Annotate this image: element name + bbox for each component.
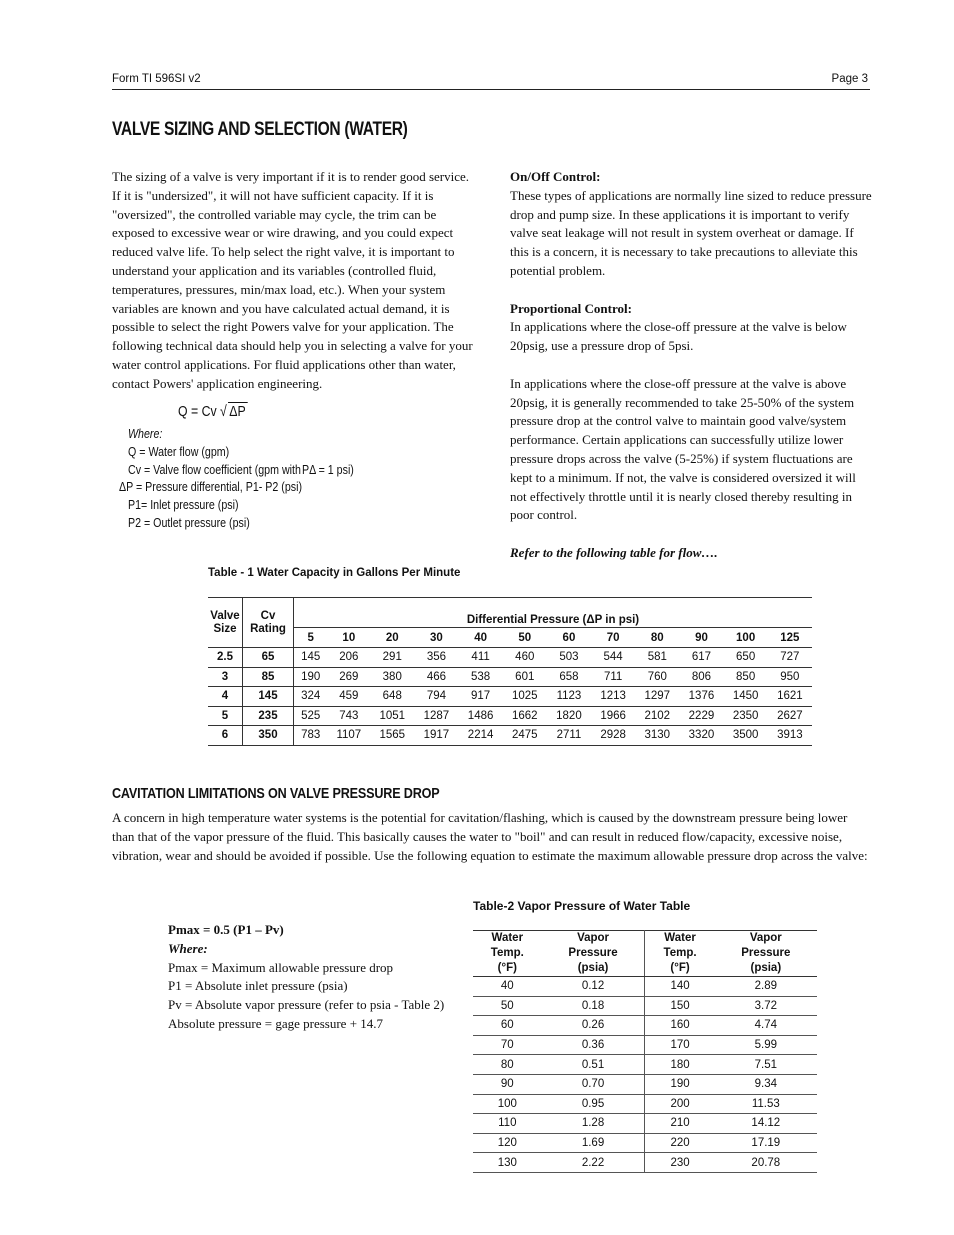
table1-row bbox=[208, 706, 812, 726]
onoff-text: These types of applications are normally line sized to reduce pressure drop and pump size. In these applications it is important to verify valve seat leakage will not result in system overheat or damage. If this is a concern, it is necessary to take precautions to alleviate this potential problem. bbox=[510, 187, 872, 278]
water-temp-cell: 120 bbox=[473, 1133, 542, 1153]
table2-row bbox=[473, 1094, 817, 1114]
cv-rating-cell: 350 bbox=[243, 726, 294, 746]
flow-cell: 3130 bbox=[635, 726, 679, 746]
vapor-pressure-cell: 0.12 bbox=[542, 977, 645, 997]
pmax-def: Pmax = Maximum allowable pressure drop bbox=[168, 959, 394, 975]
p1-def: P1 = Absolute inlet pressure (psia) bbox=[168, 978, 348, 994]
sqrt-symbol: √ bbox=[220, 403, 227, 420]
vapor-pressure-table bbox=[473, 930, 817, 1173]
absolute-pressure-def: Absolute pressure = gage pressure + 14.7 bbox=[168, 1015, 384, 1031]
flow-cell: 2350 bbox=[724, 706, 768, 726]
flow-cell: 356 bbox=[414, 648, 458, 668]
table2-header-row bbox=[473, 931, 817, 977]
water-temp-cell: 180 bbox=[645, 1055, 715, 1075]
flow-cell: 145 bbox=[294, 648, 328, 668]
flow-cell: 503 bbox=[547, 648, 591, 668]
flow-cell: 3500 bbox=[724, 726, 768, 746]
valve-size-header bbox=[208, 598, 243, 648]
vapor-pressure-cell: 1.69 bbox=[542, 1133, 645, 1153]
formula-cv-def: Cv = Valve flow coefficient (gpm with bbox=[128, 462, 301, 477]
table2-header-cell bbox=[542, 931, 645, 977]
cv-rating-cell: 65 bbox=[243, 648, 294, 668]
pmax-where: Where: bbox=[168, 940, 208, 956]
table2-header-line: (psia) bbox=[750, 962, 782, 974]
cv-rating-header-line1: Cv bbox=[260, 609, 276, 622]
flow-cell: 525 bbox=[294, 706, 328, 726]
valve-size-cell: 4 bbox=[208, 687, 243, 707]
pressure-header-cell: 30 bbox=[414, 628, 458, 648]
pressure-header-cell: 125 bbox=[768, 628, 812, 648]
valve-size-cell: 5 bbox=[208, 706, 243, 726]
pressure-header-cell: 50 bbox=[503, 628, 547, 648]
pressure-header-cell: 90 bbox=[679, 628, 723, 648]
flow-cell: 269 bbox=[327, 667, 370, 687]
pressure-header-cell: 10 bbox=[327, 628, 370, 648]
flow-cell: 1123 bbox=[547, 687, 591, 707]
table2-row bbox=[473, 996, 817, 1016]
vapor-pressure-cell: 9.34 bbox=[715, 1074, 817, 1094]
flow-cell: 917 bbox=[459, 687, 503, 707]
flow-cell: 1486 bbox=[459, 706, 503, 726]
table2-header-cell bbox=[715, 931, 817, 977]
vapor-pressure-cell: 0.70 bbox=[542, 1074, 645, 1094]
water-temp-cell: 100 bbox=[473, 1094, 542, 1114]
table2-header-line: Temp. bbox=[490, 947, 524, 959]
flow-cell: 466 bbox=[414, 667, 458, 687]
table2-row bbox=[473, 1114, 817, 1134]
flow-cell: 206 bbox=[327, 648, 370, 668]
flow-cell: 2928 bbox=[591, 726, 635, 746]
table2-row bbox=[473, 1055, 817, 1075]
onoff-heading: On/Off Control: bbox=[510, 169, 601, 184]
table1-row bbox=[208, 648, 812, 668]
flow-cell: 1621 bbox=[768, 687, 812, 707]
pmax-formula-block bbox=[168, 921, 444, 1034]
water-temp-cell: 90 bbox=[473, 1074, 542, 1094]
flow-cell: 2475 bbox=[503, 726, 547, 746]
valve-size-header-line1: Valve bbox=[210, 609, 240, 622]
flow-cell: 459 bbox=[327, 687, 370, 707]
table1-header-row bbox=[208, 598, 812, 628]
flow-cell: 711 bbox=[591, 667, 635, 687]
flow-cell: 460 bbox=[503, 648, 547, 668]
table2-header-line: (°F) bbox=[497, 962, 517, 974]
water-temp-cell: 220 bbox=[645, 1133, 715, 1153]
vapor-pressure-cell: 11.53 bbox=[715, 1094, 817, 1114]
header-page-number: Page 3 bbox=[831, 73, 868, 85]
table2-header-line: Water bbox=[491, 932, 524, 944]
water-temp-cell: 110 bbox=[473, 1114, 542, 1134]
page-title: VALVE SIZING AND SELECTION (WATER) bbox=[112, 119, 408, 140]
water-temp-cell: 60 bbox=[473, 1016, 542, 1036]
vapor-pressure-cell: 2.22 bbox=[542, 1153, 645, 1173]
water-temp-cell: 200 bbox=[645, 1094, 715, 1114]
water-temp-cell: 210 bbox=[645, 1114, 715, 1134]
flow-cell: 648 bbox=[370, 687, 414, 707]
flow-cell: 2102 bbox=[635, 706, 679, 726]
flow-cell: 544 bbox=[591, 648, 635, 668]
water-capacity-table bbox=[208, 597, 812, 746]
water-temp-cell: 140 bbox=[645, 977, 715, 997]
cv-rating-header bbox=[243, 598, 294, 648]
header-form-number: Form TI 596SI v2 bbox=[112, 73, 201, 85]
cv-rating-cell: 145 bbox=[243, 687, 294, 707]
flow-cell: 601 bbox=[503, 667, 547, 687]
pressure-header-cell: 100 bbox=[724, 628, 768, 648]
cv-rating-cell: 235 bbox=[243, 706, 294, 726]
vapor-pressure-cell: 1.28 bbox=[542, 1114, 645, 1134]
flow-cell: 2229 bbox=[679, 706, 723, 726]
pmax-equation: Pmax = 0.5 (P1 – Pv) bbox=[168, 922, 284, 937]
table2-header-line: Temp. bbox=[663, 947, 697, 959]
water-temp-cell: 170 bbox=[645, 1035, 715, 1055]
table2-row bbox=[473, 1153, 817, 1173]
flow-cell: 1820 bbox=[547, 706, 591, 726]
flow-cell: 291 bbox=[370, 648, 414, 668]
vapor-pressure-cell: 3.72 bbox=[715, 996, 817, 1016]
formula-dp-def: ΔP = Pressure differential, P1- P2 (psi) bbox=[119, 479, 303, 494]
flow-formula bbox=[178, 402, 247, 420]
pressure-header-row bbox=[208, 628, 812, 648]
flow-cell: 1051 bbox=[370, 706, 414, 726]
water-temp-cell: 40 bbox=[473, 977, 542, 997]
formula-p2-def: P2 = Outlet pressure (psi) bbox=[128, 515, 250, 530]
flow-cell: 3913 bbox=[768, 726, 812, 746]
pressure-header-cell: 60 bbox=[547, 628, 591, 648]
table2-caption: Table-2 Vapor Pressure of Water Table bbox=[473, 899, 691, 913]
pressure-header-cell: 20 bbox=[370, 628, 414, 648]
differential-pressure-header: Differential Pressure (ΔP in psi) bbox=[466, 614, 640, 626]
table1-caption: Table - 1 Water Capacity in Gallons Per Minute bbox=[208, 567, 461, 579]
flow-cell: 3320 bbox=[679, 726, 723, 746]
pressure-header-cell: 40 bbox=[459, 628, 503, 648]
flow-cell: 727 bbox=[768, 648, 812, 668]
flow-cell: 1025 bbox=[503, 687, 547, 707]
flow-cell: 760 bbox=[635, 667, 679, 687]
valve-size-cell: 2.5 bbox=[208, 648, 243, 668]
cavitation-paragraph: A concern in high temperature water systems is the potential for cavitation/flashing, which is caused by the downstream pressure being lower than that of the vapor pressure of the fluid. This basically causes the water to "boil" and can result in reduced flow/capacity, excessive noise, vibration, wear and should be avoided if possible. Use the following equation to estimate the maximum allowable pressure drop across the valve: bbox=[112, 810, 868, 863]
table2-header-line: Water bbox=[664, 932, 696, 944]
table2-header-cell bbox=[645, 931, 715, 977]
table2-row bbox=[473, 1035, 817, 1055]
water-temp-cell: 50 bbox=[473, 996, 542, 1016]
flow-cell: 2214 bbox=[459, 726, 503, 746]
refer-note: Refer to the following table for flow…. bbox=[510, 544, 718, 560]
table2-header-line: Vapor bbox=[749, 932, 782, 944]
flow-cell: 950 bbox=[768, 667, 812, 687]
intro-paragraph: The sizing of a valve is very important if it is to render good service. If it is "undersized", it will not have sufficient capacity. If it is "oversized", the controlled variable may cycle, the trim can be exposed to excessive wear or wire drawing, and you could expect reduced valve life. To help select the right valve, it is important to understand your application and its variables (controlled fluid, temperatures, pressures, min/max load, etc.). When your system variables are known and you have calculated actual demand, it is possible to select the right Powers valve for your application. The following technical data should help you in selecting a valve for your water control applications. For fluid applications other than water, contact Powers' application engineering. bbox=[112, 169, 473, 391]
vapor-pressure-cell: 0.26 bbox=[542, 1016, 645, 1036]
formula-q-def: Q = Water flow (gpm) bbox=[128, 444, 230, 459]
table1-row bbox=[208, 667, 812, 687]
flow-cell: 1917 bbox=[414, 726, 458, 746]
vapor-pressure-cell: 0.36 bbox=[542, 1035, 645, 1055]
pressure-header-cell: 80 bbox=[635, 628, 679, 648]
flow-cell: 190 bbox=[294, 667, 328, 687]
flow-cell: 806 bbox=[679, 667, 723, 687]
flow-cell: 743 bbox=[327, 706, 370, 726]
proportional-text-1: In applications where the close-off pressure at the valve is below 20psig, use a pressure drop of 5psi. bbox=[510, 319, 847, 354]
water-temp-cell: 230 bbox=[645, 1153, 715, 1173]
flow-cell: 1376 bbox=[679, 687, 723, 707]
vapor-pressure-cell: 20.78 bbox=[715, 1153, 817, 1173]
table2-row bbox=[473, 1133, 817, 1153]
flow-cell: 380 bbox=[370, 667, 414, 687]
vapor-pressure-cell: 0.95 bbox=[542, 1094, 645, 1114]
flow-cell: 1213 bbox=[591, 687, 635, 707]
flow-cell: 324 bbox=[294, 687, 328, 707]
proportional-text-2: In applications where the close-off pressure at the valve is above 20psig, it is generally recommended to take 25-50% of the system pressure drop at the control valve to maintain good valve/system performance. Certain applications can successfully utilize lower pressure drops across the valve (5-25%) if system fluctuations are kept to a minimum. If not, the valve is considered oversized it will not effectively throttle until it is nearly closed thereby resulting in poor control. bbox=[510, 375, 856, 523]
vapor-pressure-cell: 17.19 bbox=[715, 1133, 817, 1153]
flow-cell: 581 bbox=[635, 648, 679, 668]
pressure-header-cell: 5 bbox=[294, 628, 328, 648]
table2-header-line: (psia) bbox=[577, 962, 609, 974]
flow-cell: 850 bbox=[724, 667, 768, 687]
flow-cell: 1662 bbox=[503, 706, 547, 726]
flow-cell: 1297 bbox=[635, 687, 679, 707]
formula-p1-def: P1= Inlet pressure (psi) bbox=[128, 497, 239, 512]
vapor-pressure-cell: 2.89 bbox=[715, 977, 817, 997]
water-temp-cell: 130 bbox=[473, 1153, 542, 1173]
flow-cell: 2711 bbox=[547, 726, 591, 746]
flow-formula-radicand: ΔP bbox=[229, 403, 246, 420]
flow-cell: 650 bbox=[724, 648, 768, 668]
table1-row bbox=[208, 726, 812, 746]
flow-cell: 794 bbox=[414, 687, 458, 707]
table2-header-line: Pressure bbox=[568, 947, 618, 959]
water-temp-cell: 70 bbox=[473, 1035, 542, 1055]
water-temp-cell: 160 bbox=[645, 1016, 715, 1036]
vapor-pressure-cell: 4.74 bbox=[715, 1016, 817, 1036]
flow-cell: 538 bbox=[459, 667, 503, 687]
table2-header-line: (°F) bbox=[670, 962, 690, 974]
table2-row bbox=[473, 1016, 817, 1036]
water-temp-cell: 150 bbox=[645, 996, 715, 1016]
flow-cell: 783 bbox=[294, 726, 328, 746]
valve-size-header-line2: Size bbox=[213, 622, 237, 635]
flow-cell: 1107 bbox=[327, 726, 370, 746]
header-rule bbox=[112, 89, 870, 90]
vapor-pressure-cell: 0.51 bbox=[542, 1055, 645, 1075]
table2-row bbox=[473, 1074, 817, 1094]
flow-cell: 658 bbox=[547, 667, 591, 687]
flow-cell: 1565 bbox=[370, 726, 414, 746]
proportional-heading: Proportional Control: bbox=[510, 300, 632, 316]
cv-rating-cell: 85 bbox=[243, 667, 294, 687]
valve-size-cell: 6 bbox=[208, 726, 243, 746]
table1-row bbox=[208, 687, 812, 707]
control-guidance-column bbox=[510, 168, 872, 563]
flow-cell: 2627 bbox=[768, 706, 812, 726]
table2-header-line: Pressure bbox=[741, 947, 791, 959]
pressure-header-cell: 70 bbox=[591, 628, 635, 648]
flow-cell: 1966 bbox=[591, 706, 635, 726]
flow-formula-lhs: Q = Cv bbox=[178, 403, 217, 420]
cv-rating-header-line2: Rating bbox=[250, 622, 286, 635]
cavitation-heading: CAVITATION LIMITATIONS ON VALVE PRESSURE DROP bbox=[112, 785, 440, 802]
table2-header-line: Vapor bbox=[577, 932, 610, 944]
table2-header-cell bbox=[473, 931, 542, 977]
pv-def: Pv = Absolute vapor pressure (refer to psia - Table 2) bbox=[168, 997, 445, 1013]
flow-cell: 1287 bbox=[414, 706, 458, 726]
vapor-pressure-cell: 14.12 bbox=[715, 1114, 817, 1134]
vapor-pressure-cell: 7.51 bbox=[715, 1055, 817, 1075]
formula-cv-condition: PΔ = 1 psi) bbox=[302, 462, 354, 477]
flow-cell: 617 bbox=[679, 648, 723, 668]
flow-cell: 411 bbox=[459, 648, 503, 668]
vapor-pressure-cell: 0.18 bbox=[542, 996, 645, 1016]
vapor-pressure-cell: 5.99 bbox=[715, 1035, 817, 1055]
flow-cell: 1450 bbox=[724, 687, 768, 707]
water-temp-cell: 80 bbox=[473, 1055, 542, 1075]
water-temp-cell: 190 bbox=[645, 1074, 715, 1094]
valve-size-cell: 3 bbox=[208, 667, 243, 687]
table2-row bbox=[473, 977, 817, 997]
formula-where: Where: bbox=[128, 426, 163, 441]
